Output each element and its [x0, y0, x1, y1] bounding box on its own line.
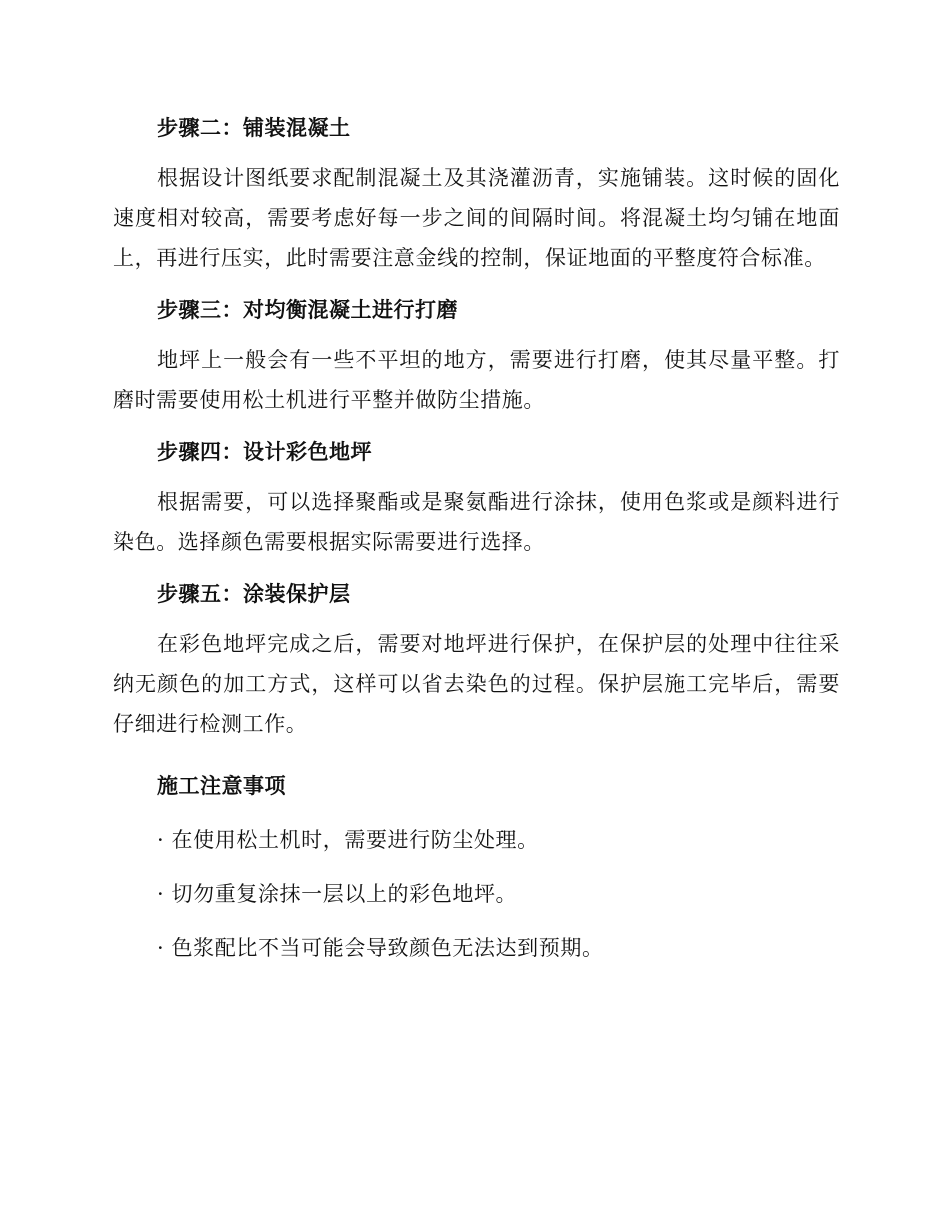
section-paragraph: 根据需要，可以选择聚酯或是聚氨酯进行涂抹，使用色浆或是颜料进行染色。选择颜色需要根据实际需要进行选择。 [113, 490, 840, 554]
section-heading: 步骤五：涂装保护层 [157, 581, 351, 606]
section-paragraph: 在彩色地坪完成之后，需要对地坪进行保护，在保护层的处理中往往采纳无颜色的加工方式，这样可以省去染色的过程。保护层施工完毕后，需要仔细进行检测工作。 [113, 632, 840, 736]
section-step-4 [113, 432, 840, 562]
section-step-5 [113, 574, 840, 744]
section-step-2 [113, 108, 840, 278]
section-paragraph: 根据设计图纸要求配制混凝土及其浇灌沥青，实施铺装。这时候的固化速度相对较高，需要考虑好每一步之间的间隔时间。将混凝土均匀铺在地面上，再进行压实，此时需要注意金线的控制，保证地面的平整度符合标准。 [113, 166, 840, 270]
notes-heading: 施工注意事项 [157, 773, 286, 798]
section-step-3 [113, 290, 840, 420]
list-item: · 切勿重复涂抹一层以上的彩色地坪。 [157, 882, 518, 906]
section-paragraph: 地坪上一般会有一些不平坦的地方，需要进行打磨，使其尽量平整。打磨时需要使用松土机进行平整并做防尘措施。 [113, 348, 840, 412]
section-notes [113, 766, 840, 968]
list-item: · 在使用松土机时，需要进行防尘处理。 [157, 828, 539, 852]
section-heading: 步骤四：设计彩色地坪 [157, 439, 372, 464]
list-item: · 色浆配比不当可能会导致颜色无法达到预期。 [157, 936, 604, 960]
section-heading: 步骤三：对均衡混凝土进行打磨 [157, 297, 458, 322]
section-heading: 步骤二：铺装混凝土 [157, 115, 351, 140]
